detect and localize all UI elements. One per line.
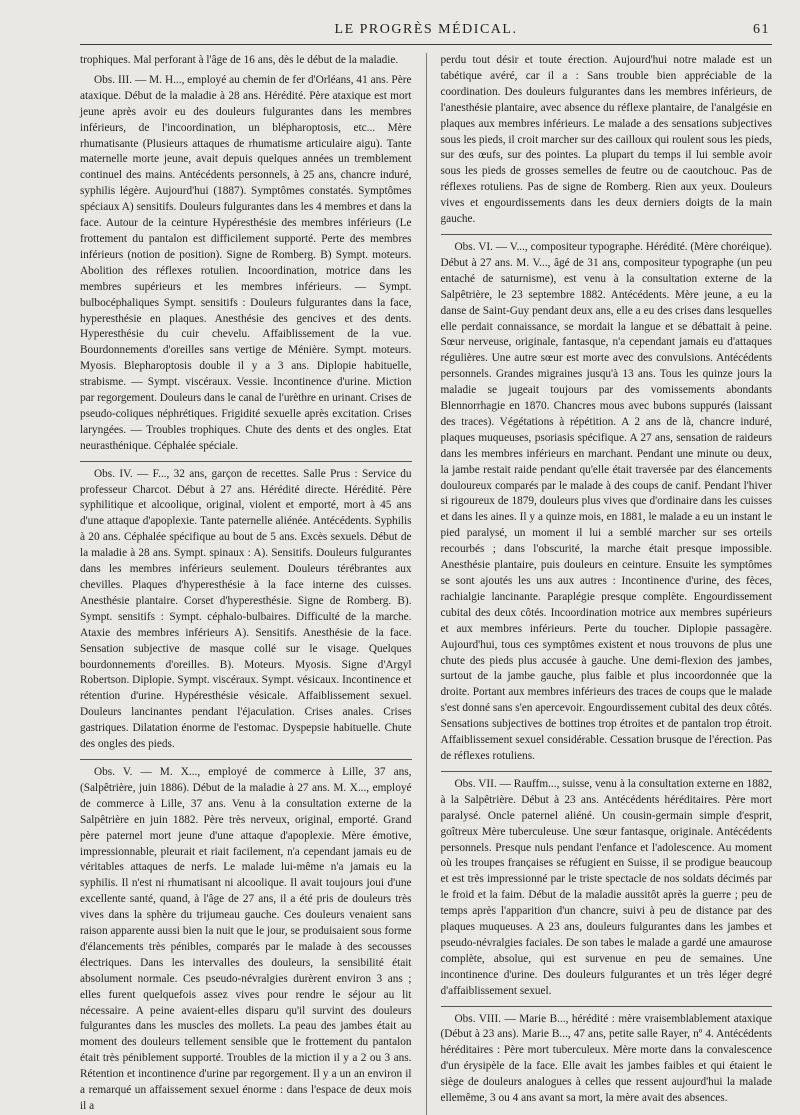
- left-column: [80, 53, 412, 1115]
- observation-7: Obs. VII. — Rauffm..., suisse, venu à la consultation externe en 1882, à la Salpêtrière. Début à 23 ans. Antécédents héréditaires. Père mort paralysé. Oncle paternel aliéné. Un cousin-germain simple d'esprit, goîtreux Mère tuberculeuse. Une sœur fantasque, originale. Antécédents personnels. Presque nuls pendant l'enfance et l'adolescence. Au moment où les troupes françaises se réfugient en Suisse, il se prodigue beaucoup et est très impressionné par le triste spectacle de nos soldats décimés par le froid et la faim. Début de la maladie aussitôt après la guerre ; peu de temps après l'apparition d'un chancre, suivi à peu de distance par des plaques muqueuses. A 23 ans, douleurs fulgurantes dans les jambes et pseudo-névralgies faciales. De son tabes le malade a gardé une amaurose complète, absolue, qui est survenue en peu de semaines. Une incontinence d'urine. Des douleurs fulgurantes et un très léger degré d'affaiblissement sexuel.: [440, 777, 773, 997]
- running-head: [80, 22, 772, 45]
- column-divider: [426, 53, 427, 1115]
- observation-4: Obs. IV. — F..., 32 ans, garçon de recettes. Salle Prus : Service du professeur Charcot. Début à 27 ans. Hérédité directe. Hérédité. Père syphilitique et alcoolique, original, violent et emporté, mort à 45 ans d'une attaque d'apoplexie. Tante paternelle aliénée. Antécédents. Syphilis à 20 ans. Céphalée spécifique au bout de 5 ans. Excès sexuels. Début de la maladie à 28 ans. Sympt. spinaux : A). Sensitifs. Douleurs fulgurantes dans les membres inférieurs seulement. Douleurs térébrantes aux chevilles. Plaques d'hyperesthésie à la face interne des cuisses. Anesthésie plantaire. Corset d'hyperesthésie. Signe de Romberg. B). Sympt. sensitifs : Sympt. céphalo-bulbaires. Difficulté de la marche. Ataxie des membres inférieurs A). Sensitifs. Anesthésie de la face. Sensation subjective de masque collé sur le visage. Quelques bourdonnements d'oreilles. B). Moteurs. Myosis. Signe d'Argyl Robertson. Diplopie. Sympt. viscéraux. Sympt. vésicaux. Incontinence et rétention d'urine. Hypéresthésie vésicale. Affaiblissement sexuel. Douleurs lancinantes pendant l'éjaculation. Crises anales. Crises gastriques. Dilatation énorme de l'estomac. Dyspepsie habituelle. Chute des ongles des pieds.: [80, 467, 412, 751]
- section-rule: [80, 461, 412, 462]
- right-column: [441, 53, 773, 1115]
- section-rule: [441, 771, 773, 772]
- text-columns: [80, 53, 772, 1115]
- observation-8: Obs. VIII. — Marie B..., hérédité : mère vraisemblablement ataxique (Début à 23 ans). Marie B..., 47 ans, petite salle Rayer, nº 4. Antécédents héréditaires : Père mort tuberculeux. Mère morte dans la convalescence d'un érysipèle de la face. Elle avait les jambes faibles et qui étaient le siège de douleurs analogues à celles que ressent aujourd'hui la malade ellemême, 3 ou 4 ans avant sa mort, la mère avait des absences.: [440, 1012, 773, 1105]
- observation-6: Obs. VI. — V..., compositeur typographe. Hérédité. (Mère choréique). Début à 27 ans. M. V..., âgé de 31 ans, compositeur typographe (un peu entaché de saturnisme), est venu à la consultation externe de la Salpêtrière, le 23 septembre 1882. Antécédents. Mère jeune, a eu la danse de Saint-Guy pendant deux ans, elle a eu des crises dans lesquelles elle perdait connaissance, se mordait la langue et se débattait à peine. Sœur nerveuse, originale, fantasque, n'a cependant jamais eu d'attaques régulières. Une autre sœur est morte avec des convulsions. Antécédents personnels. Grandes migraines jusqu'à 13 ans. Tous les quinze jours la maladie se jugeait toujours par des vomissements abondants Blennorrhagie en 1870. Chancres mous avec bubons suppurés (laissant des traces). Végétations à répétition. A 2 ans de là, chancre induré, plaques muqueuses, psoriasis spécifique. A 27 ans, sensation de raideurs dans les membres inférieurs en marchant. Pendant une minute ou deux, la jambe restait raide pendant qu'elle était traversée par des élancements douloureux comparés par le malade à des coups de canif. Pendant l'hiver si rigoureux de 1879, douleurs plus vives que d'ordinaire dans les cuisses et dans les aines. Il y a quinze mois, en 1881, le malade a eu un instant le pied paralysé, un moment il lui a semblé marcher sur ses orteils recourbés ; dans l'obscurité, la marche était presque impossible. Anesthésie plantaire, puis douleurs en ceinture. Ensuite les symptômes se sont ajoutés les uns aux autres : Incontinence d'urine, des fèces, rachialgie lancinante. Paraplégie presque complète. Engourdissement cubital des deux côtés. Incoordination motrice aux membres supérieurs et aux membres inférieurs. Perte du toucher. Diplopie passagère. Aujourd'hui, tous ces symptômes existent et nous trouvons de plus une chute des pieds plus accusée à gauche. Une demi-flexion des jambes, surtout de la jambe gauche, plus faible et plus incoordonnée que la droite. Portant aux membres inférieurs des traces de coups que le malade s'est donné sans s'en apercevoir. Engourdissement cubital des deux côtés. Sensations subjectives de bottines trop étroites et de pantalon trop étroit. Affaiblissement sexuel considérable. Cessation brusque de l'érection. Pas de réflexes rotuliens.: [440, 240, 773, 762]
- section-rule: [441, 1006, 773, 1007]
- page-number: 61: [753, 22, 770, 37]
- section-rule: [80, 759, 412, 760]
- observation-3: Obs. III. — M. H..., employé au chemin de fer d'Orléans, 41 ans. Père ataxique. Début de la maladie à 28 ans. Hérédité. Père ataxique est mort jeune après avoir eu des douleurs fulgurantes dans les membres inférieurs, de l'incoordination, un blépharoptosis, etc... Mère rhumatisante (Plusieurs attaques de rhumatisme articulaire aigu). Tante maternelle morte jeune, avait depuis quelques années un tremblement continuel des mains. Antécédents personnels, à 25 ans, chancre induré, syphilis légère. Aujourd'hui (1887). Symptômes constatés. Symptômes spéciaux A) sensitifs. Douleurs fulgurantes dans les 4 membres et dans la face. Autour de la ceinture Hypéresthésie des membres inférieurs (Le frottement du pantalon est difficilement supporté. Perte des membres inférieurs (notion de position). Signe de Romberg. B) Sympt. moteurs. Abolition des réflexes rotulien. Incoordination, motrice dans les membres supérieurs et les membres inférieurs. — Sympt. bulbocéphaliques Sympt. sensitifs : Douleurs fulgurantes dans la face, hyperesthésie en plaques. Anesthésie des gencives et des dents. Hyperesthésie du cuir chevelu. Affaiblissement de la vue. Bourdonnements d'oreilles sans vertige de Ménière. Sympt. moteurs. Myosis. Blepharoptosis double il y a 3 ans. Diplopie habituelle, strabisme. — Sympt. viscéraux. Vessie. Incontinence d'urine. Miction par regorgement. Douleurs dans le canal de l'urèthre en urinant. Crises de pseudo-coliques néphrétiques. Frigidité sexuelle après excitation. Crises laryngées. — Troubles trophiques. Chute des dents et des ongles. Etat neurasthénique. Céphalée spéciale.: [80, 73, 412, 452]
- observation-5: Obs. V. — M. X..., employé de commerce à Lille, 37 ans, (Salpêtrière, juin 1886). Début de la maladie à 27 ans. M. X..., employé de commerce à Lille, 37 ans. Venu à la consultation externe de la Salpêtrière en juin 1882. Père très nerveux, original, emporté. Grand père paternel mort jeune d'une attaque d'apoplexie. Mère émotive, impressionnable, pleurait et riait facilement, n'a cependant jamais eu de véritables attaques de nerfs. Le malade lui-même n'a jamais eu la syphilis. Il n'est ni rhumatisant ni alcoolique. Il avait toujours joui d'une excellente santé, quand, à l'âge de 27 ans, il a été pris de douleurs très vives dans la sphère du trijumeau gauche. Ces douleurs venaient sans raison apparente aussi bien la nuit que le jour, se produisaient sous forme d'élancements très pénibles, comparés par le malade à des secousses électriques. Dans les intervalles des douleurs, la sensibilité était absolument normale. Ces pseudo-névralgies durèrent environ 3 ans ; elles furent quelquefois assez vives pour rendre le séjour au lit nécessaire. A peine avaient-elles disparu qu'il survint des douleurs fulgurantes dans les muscles des mollets. La peau des jambes était au moment des douleurs tellement sensible que le frottement du pantalon était très péniblement supporté. Troubles de la miction il y a 2 ou 3 ans. Rétention et incontinence d'urine par regorgement. Il y a un an environ il a remarqué un affaissement sexuel énorme : dans l'espace de deux mois il a: [80, 765, 412, 1112]
- section-rule: [441, 234, 773, 235]
- right-intro-paragraph: perdu tout désir et toute érection. Aujourd'hui notre malade est un tabétique avéré, car il a : Sans trouble bien appréciable de la coordination. Des douleurs fulgurantes dans les membres inférieurs, de l'anesthésie plantaire, avec absence du réflexe plantaire, de l'analgésie en plaques aux membres inférieurs. Le malade a des sensations subjectives sous les pieds, il croit marcher sur des cailloux qui roulent sous les pieds, sur des œufs, sur des pointes. La plupart du temps il lui semble avoir sous les pieds de grosses semelles de feutre ou de caoutchouc. Pas de réflexes rotuliens. Pas de signe de Romberg. Rien aux yeux. Douleurs vives et engourdissements dans les deux derniers doigts de la main gauche.: [440, 54, 773, 226]
- left-intro-paragraph: trophiques. Mal perforant à l'âge de 16 ans, dès le début de la maladie.: [80, 54, 399, 66]
- journal-title: LE PROGRÈS MÉDICAL.: [334, 22, 518, 37]
